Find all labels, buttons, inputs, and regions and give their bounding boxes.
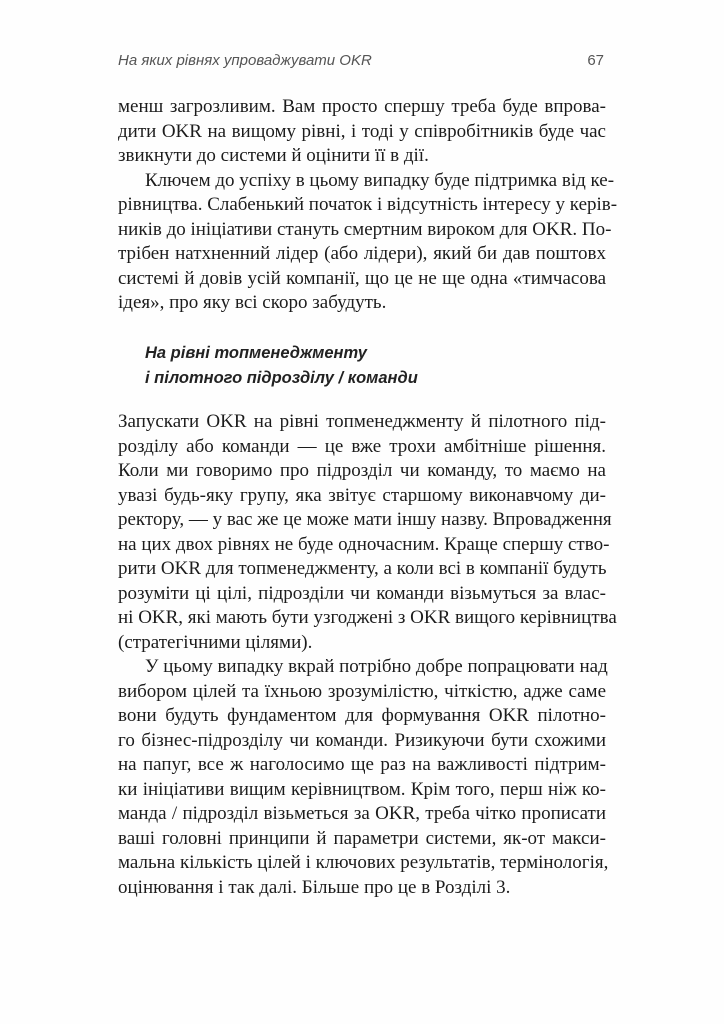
text-line: рівництва. Слабенький початок і відсутність інтересу у керів- <box>118 194 618 215</box>
text-line: ректору, — у вас же це може мати іншу назву. Впровадження <box>118 509 612 530</box>
text-line: на папуг, все ж наголосимо ще раз на важливості підтрим- <box>118 754 606 775</box>
paragraph <box>118 655 609 900</box>
text-line: дити OKR на вищому рівні, і тоді у співробітників буде час <box>118 120 606 142</box>
text-line: розділу або команди — це вже трохи амбітніше рішення. <box>118 435 606 457</box>
text-line: системі й довів усій компанії, що це не ще одна «тимчасова <box>118 267 606 289</box>
section-heading-line: і пілотного підрозділу / команди <box>145 369 418 387</box>
text-line: ників до ініціативи стануть смертним вироком для OKR. По- <box>118 218 612 240</box>
text-line: рити OKR для топменеджменту, а коли всі в компанії будуть <box>118 558 607 579</box>
page-number: 67 <box>587 52 604 69</box>
text-line: го бізнес-підрозділу чи команди. Ризикуючи бути схожими <box>118 729 606 751</box>
text-line: ідея», про яку всі скоро забудуть. <box>118 292 387 313</box>
text-line: розуміти ці цілі, підрозділи чи команди візьмуться за влас- <box>118 582 606 604</box>
text-line: ні OKR, які мають бути узгоджені з OKR вищого керівництва <box>118 607 617 628</box>
text-line: (стратегічними цілями). <box>118 631 313 653</box>
text-line: вибором цілей та їхньою зрозумілістю, чіткістю, адже саме <box>118 680 606 702</box>
text-line: мальна кількість цілей і ключових результатів, термінологія, <box>118 852 609 873</box>
section-heading-line: На рівні топменеджменту <box>145 344 367 362</box>
text-line: трібен натхненний лідер (або лідери), який би дав поштовх <box>118 243 606 264</box>
text-line: ки ініціативи вищим керівництвом. Крім того, перш ніж ко- <box>118 778 606 800</box>
text-block-bottom <box>118 410 617 900</box>
text-line: Запускати OKR на рівні топменеджменту й пілотного під- <box>118 411 606 432</box>
text-line: манда / підрозділ візьметься за OKR, треба чітко прописати <box>118 803 606 824</box>
text-line: вони будуть фундаментом для формування OKR пілотно- <box>118 705 606 726</box>
section-heading <box>145 341 418 391</box>
text-line: ваші головні принципи й параметри системи, як-от макси- <box>118 827 606 849</box>
text-line: Ключем до успіху в цьому випадку буде підтримка від ке- <box>145 169 615 191</box>
paragraph <box>118 95 606 169</box>
text-line: на цих двох рівнях не буде одночасним. Краще спершу ство- <box>118 533 610 555</box>
paragraph <box>118 410 617 655</box>
running-title: На яких рівнях упроваджувати OKR <box>118 52 372 69</box>
text-line: увазі будь-яку групу, яка звітує старшому виконавчому ди- <box>118 484 606 506</box>
text-line: У цьому випадку вкрай потрібно добре попрацювати над <box>145 656 608 677</box>
paragraph <box>118 169 618 316</box>
text-block-top <box>118 95 618 316</box>
text-line: Коли ми говоримо про підрозділ чи команду, то маємо на <box>118 460 606 481</box>
text-line: менш загрозливим. Вам просто спершу треба буде впрова- <box>118 96 606 117</box>
text-line: оцінювання і так далі. Більше про це в Розділі 3. <box>118 876 511 898</box>
text-line: звикнути до системи й оцінити її в дії. <box>118 145 429 166</box>
